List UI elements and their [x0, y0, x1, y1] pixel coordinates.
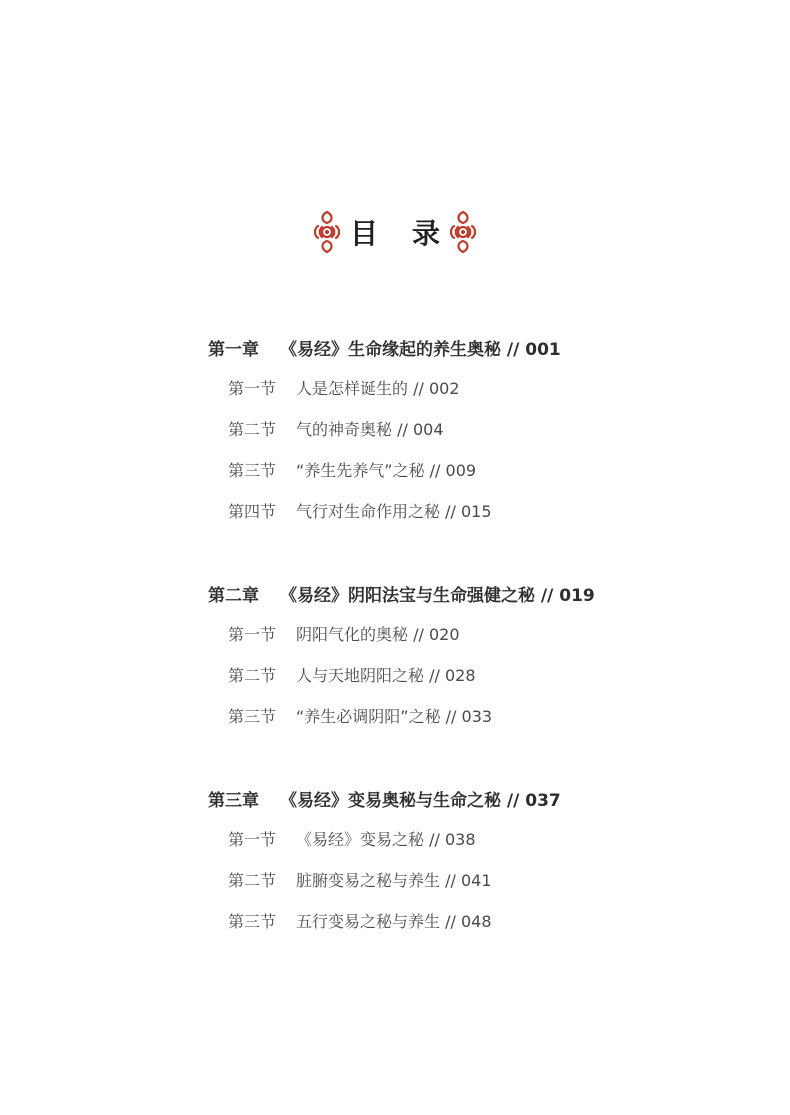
- section-title: “养生先养气”之秘 // 009: [296, 461, 477, 480]
- toc-title: [350, 212, 440, 252]
- chapter-title: 《易经》变易奥秘与生命之秘 // 037: [280, 791, 561, 811]
- chapter-number: 第二章: [208, 586, 259, 606]
- section-number: 第三节: [228, 912, 277, 931]
- section-number: 第二节: [228, 666, 277, 685]
- chapter-number: 第一章: [208, 340, 259, 360]
- chapter-title: 《易经》生命缘起的养生奥秘 // 001: [280, 340, 561, 360]
- toc-section[interactable]: [228, 827, 476, 850]
- toc-chapter-3[interactable]: [208, 786, 561, 811]
- section-number: 第一节: [228, 625, 277, 644]
- section-number: 第四节: [228, 502, 277, 521]
- toc-section[interactable]: [228, 868, 492, 891]
- chapter-title: 《易经》阴阳法宝与生命强健之秘 // 019: [280, 586, 595, 606]
- toc-section[interactable]: [228, 376, 460, 399]
- section-title: 人与天地阴阳之秘 // 028: [296, 666, 476, 685]
- left-cloud-ornament-icon: [312, 209, 342, 255]
- toc-title-char-2: 录: [412, 217, 441, 250]
- section-number: 第二节: [228, 871, 277, 890]
- toc-section[interactable]: [228, 663, 476, 686]
- right-cloud-ornament-icon: [448, 209, 478, 255]
- section-title: 气的神奇奥秘 // 004: [296, 420, 444, 439]
- toc-header: [0, 204, 790, 260]
- section-title: 气行对生命作用之秘 // 015: [296, 502, 492, 521]
- toc-section[interactable]: [228, 622, 460, 645]
- section-title: 《易经》变易之秘 // 038: [296, 830, 476, 849]
- section-title: “养生必调阴阳”之秘 // 033: [296, 707, 493, 726]
- section-title: 人是怎样诞生的 // 002: [296, 379, 460, 398]
- section-number: 第二节: [228, 420, 277, 439]
- section-number: 第三节: [228, 707, 277, 726]
- toc-section[interactable]: [228, 499, 492, 522]
- toc-section[interactable]: [228, 417, 444, 440]
- toc-section[interactable]: [228, 909, 492, 932]
- toc-chapter-1[interactable]: [208, 335, 561, 360]
- section-number: 第三节: [228, 461, 277, 480]
- section-title: 阴阳气化的奥秘 // 020: [296, 625, 460, 644]
- section-title: 脏腑变易之秘与养生 // 041: [296, 871, 492, 890]
- section-number: 第一节: [228, 830, 277, 849]
- section-number: 第一节: [228, 379, 277, 398]
- toc-title-char-1: 目: [349, 217, 378, 250]
- chapter-number: 第三章: [208, 791, 259, 811]
- section-title: 五行变易之秘与养生 // 048: [296, 912, 492, 931]
- toc-section[interactable]: [228, 704, 492, 727]
- toc-section[interactable]: [228, 458, 476, 481]
- toc-chapter-2[interactable]: [208, 581, 595, 606]
